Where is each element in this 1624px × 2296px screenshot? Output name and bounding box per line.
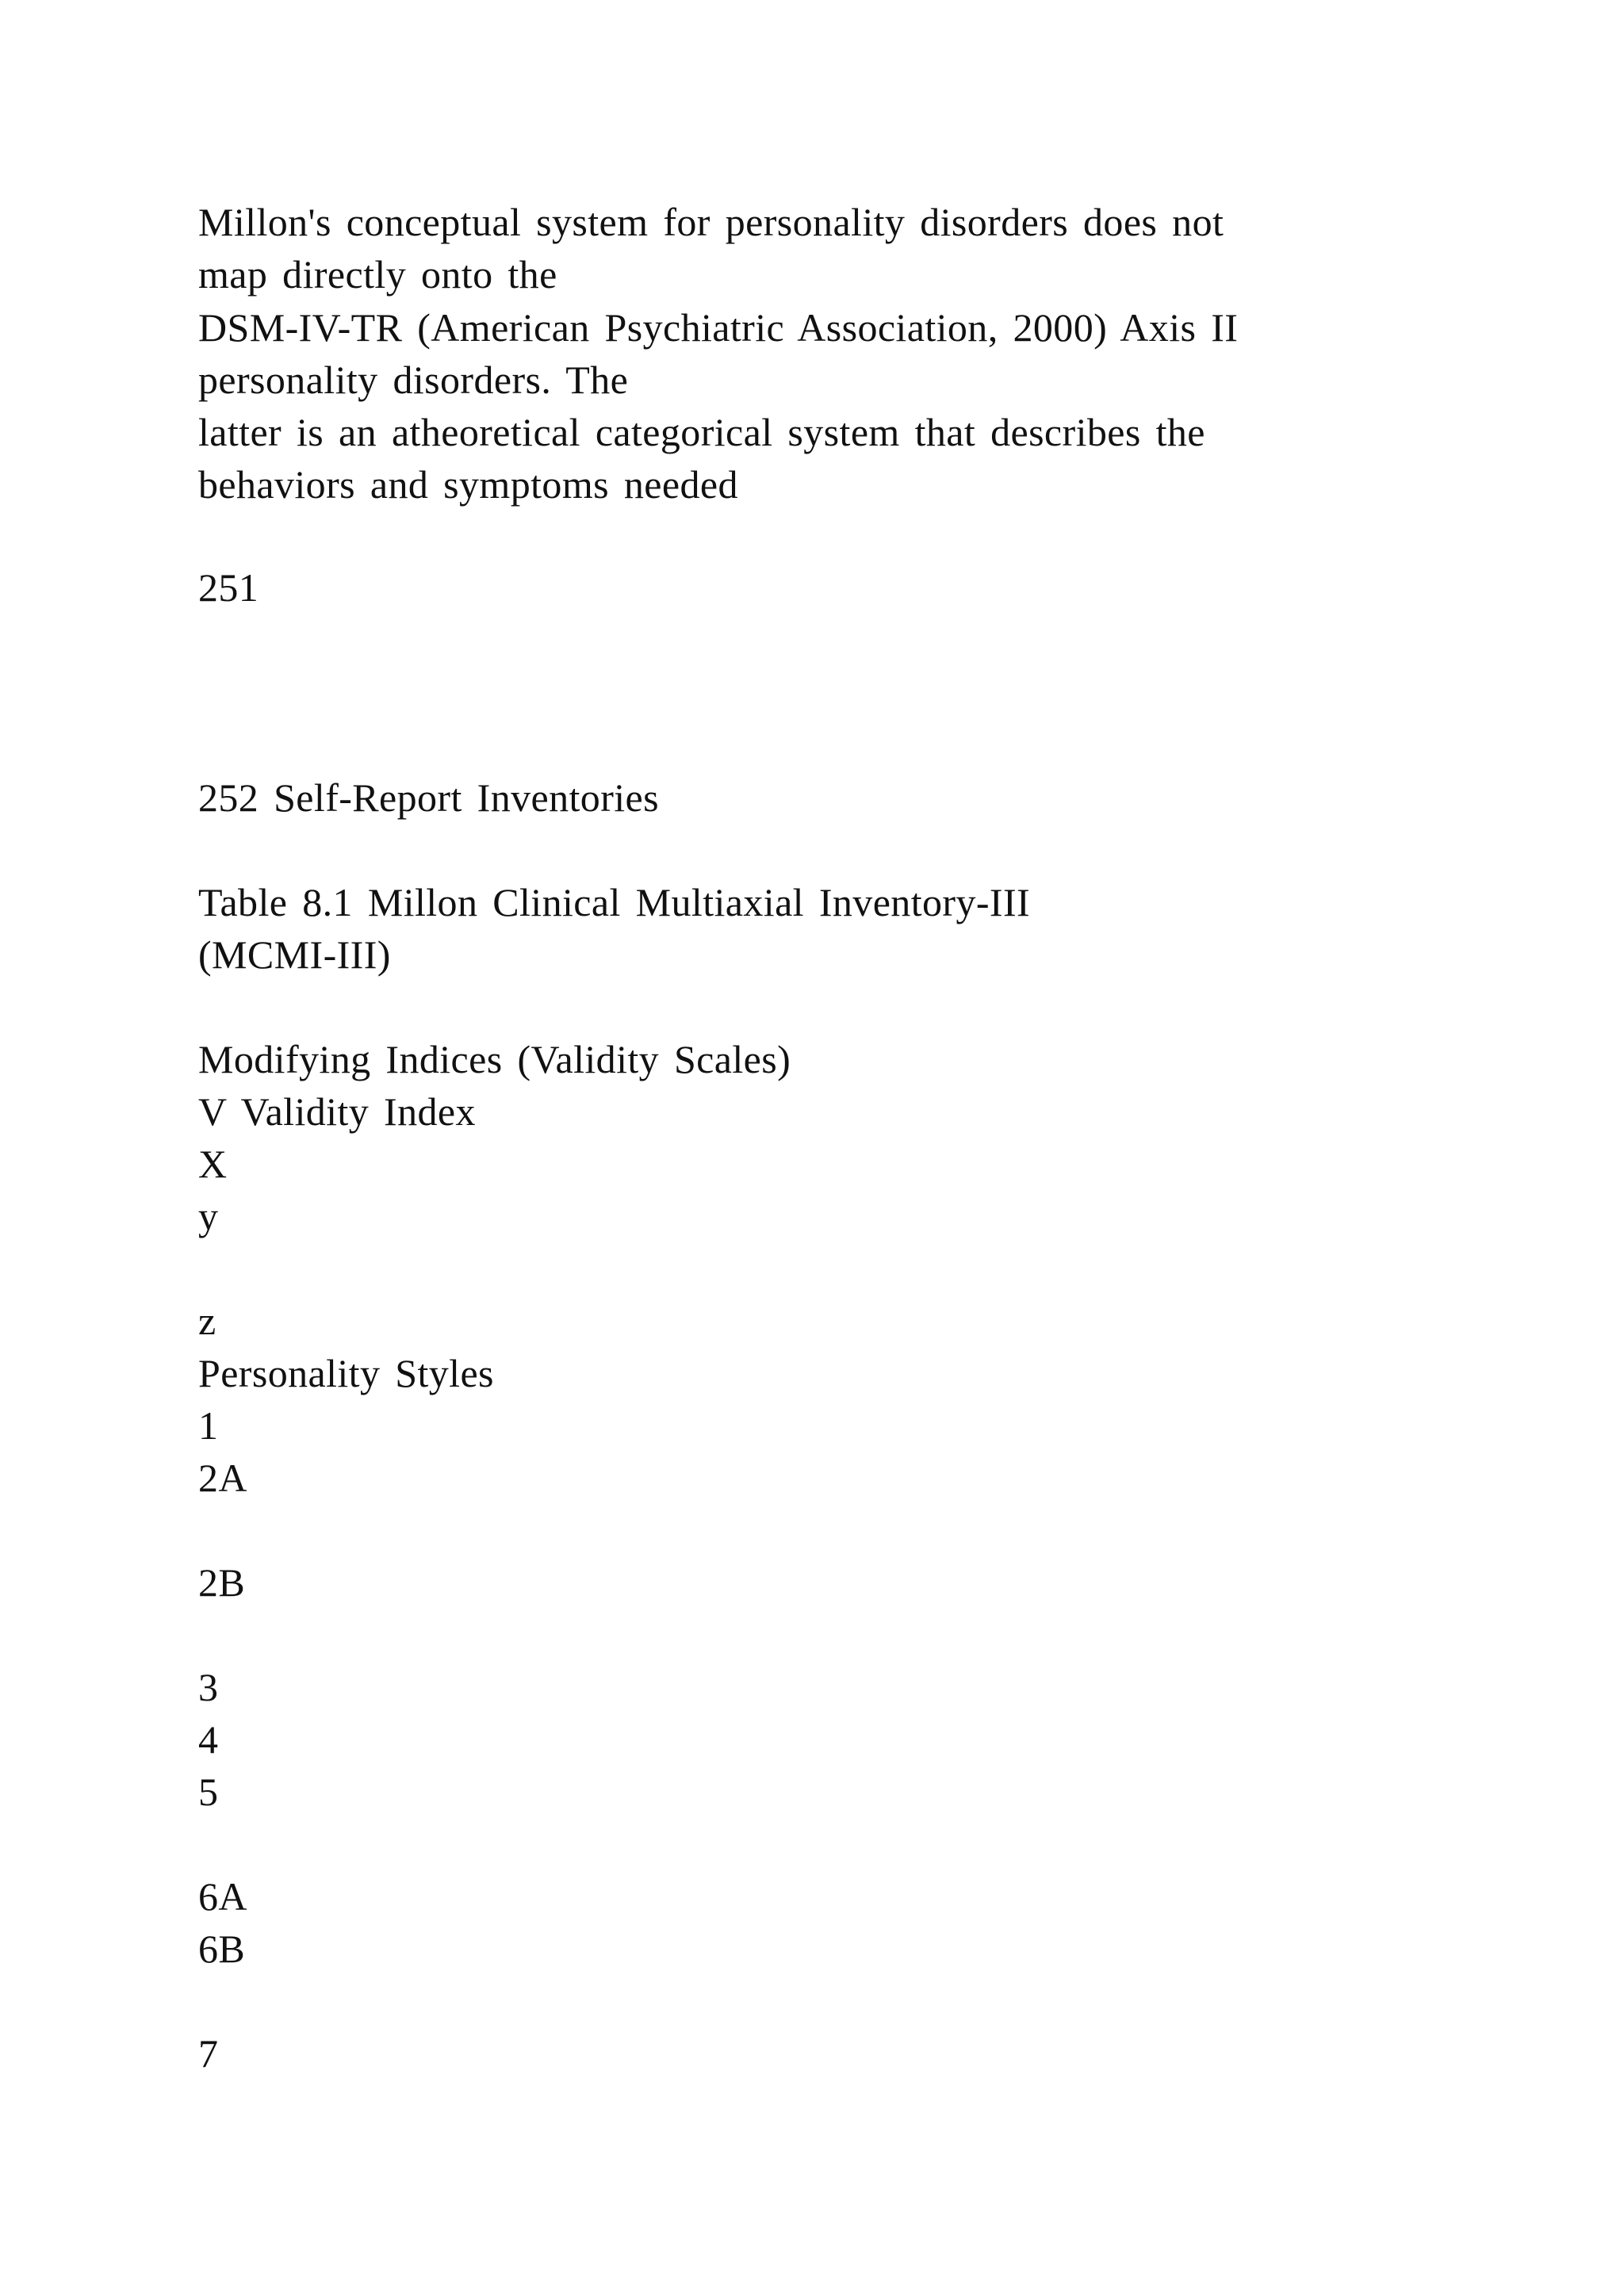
validity-scale-x: X (198, 1142, 228, 1186)
personality-style-5: 5 (198, 1770, 219, 1814)
paragraph-line-2: map directly onto the (198, 252, 557, 297)
modifying-indices-heading: Modifying Indices (Validity Scales) (198, 1037, 791, 1081)
validity-scale-z: z (198, 1299, 216, 1343)
personality-style-3: 3 (198, 1665, 219, 1709)
personality-style-6b: 6B (198, 1927, 246, 1971)
paragraph-line-5: latter is an atheoretical categorical system that describes the (198, 410, 1205, 454)
table-caption-line-1: Table 8.1 Millon Clinical Multiaxial Inventory-III (198, 880, 1031, 924)
personality-style-7: 7 (198, 2031, 219, 2076)
personality-styles-heading: Personality Styles (198, 1351, 494, 1395)
table-caption-line-2: (MCMI-III) (198, 932, 391, 977)
personality-style-4: 4 (198, 1717, 219, 1762)
personality-style-6a: 6A (198, 1874, 247, 1919)
personality-style-2a: 2A (198, 1456, 247, 1500)
paragraph-line-3: DSM-IV-TR (American Psychiatric Association, 2000) Axis II (198, 305, 1239, 350)
running-header: 252 Self-Report Inventories (198, 775, 660, 820)
paragraph-line-6: behaviors and symptoms needed (198, 462, 738, 507)
paragraph-line-4: personality disorders. The (198, 358, 629, 402)
page-number: 251 (198, 565, 259, 610)
personality-style-1: 1 (198, 1403, 219, 1448)
personality-style-2b: 2B (198, 1560, 246, 1605)
validity-scale-v: V Validity Index (198, 1089, 476, 1134)
validity-scale-y: y (198, 1194, 219, 1238)
paragraph-line-1: Millon's conceptual system for personality disorders does not (198, 200, 1224, 244)
